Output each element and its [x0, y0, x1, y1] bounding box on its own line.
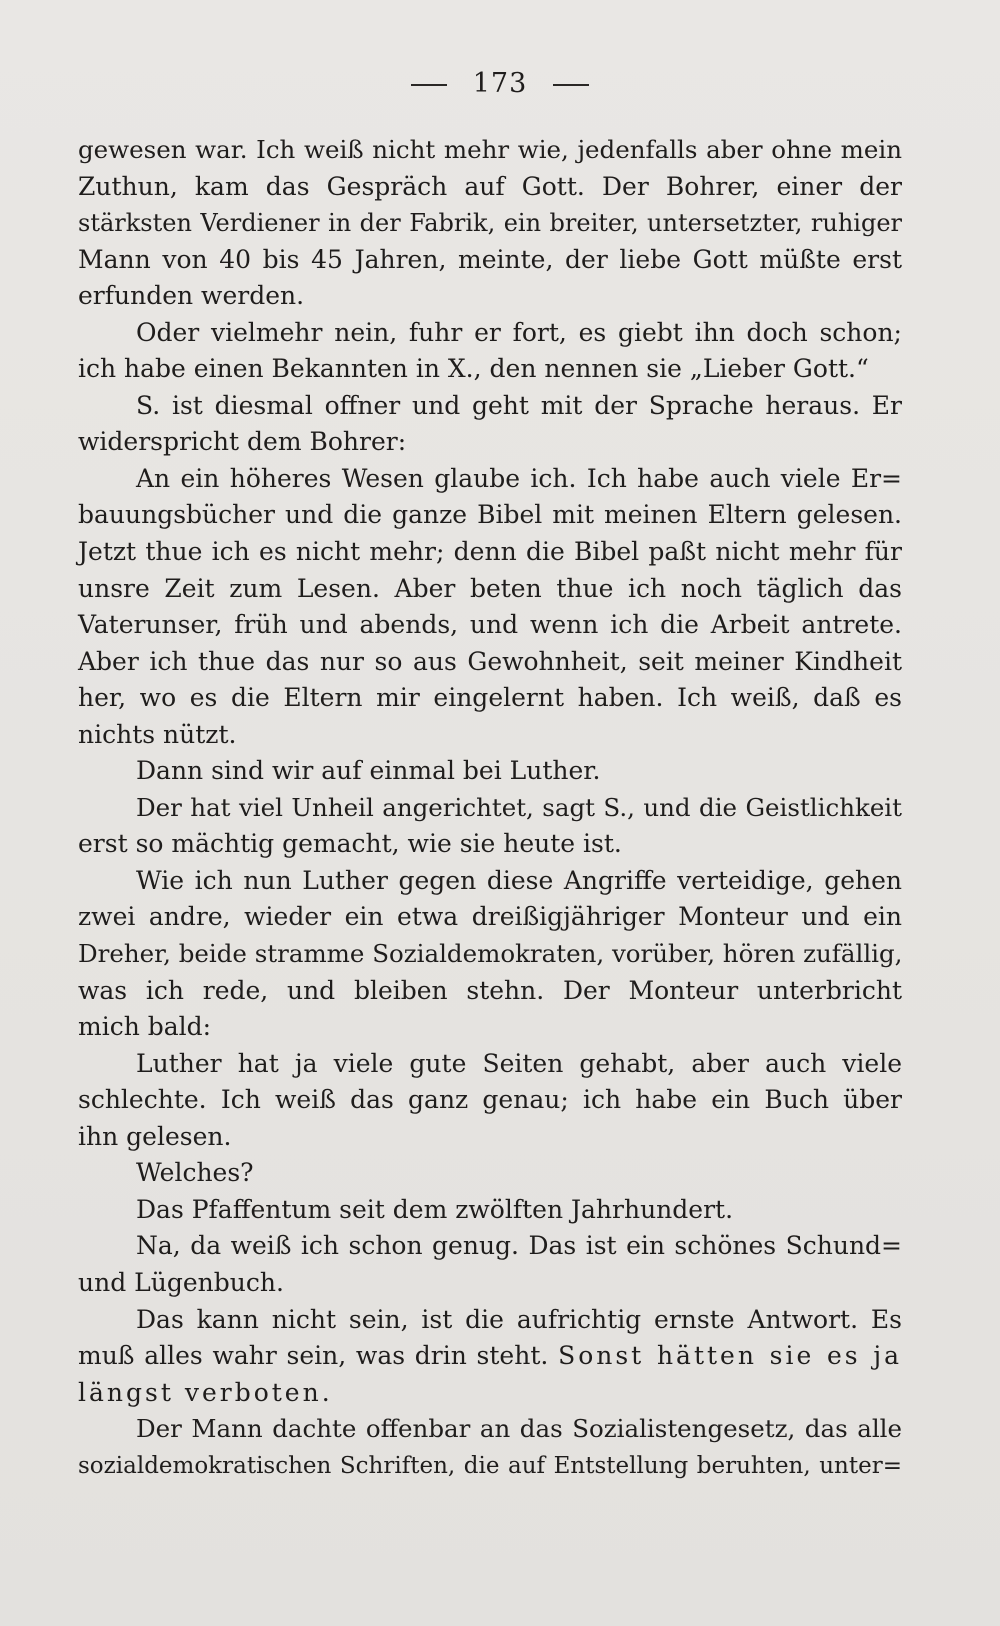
text-line: schlechte. Ich weiß das ganz genau; ich habe ein Buch über — [78, 1085, 902, 1115]
text-line: Dann sind wir auf einmal bei Luther. — [136, 756, 601, 786]
text-line: und Lügenbuch. — [78, 1267, 284, 1297]
text-line: Luther hat ja viele gute Seiten gehabt, aber auch viele — [136, 1048, 902, 1078]
text-line: S. ist diesmal offner und geht mit der Sprache heraus. Er — [136, 390, 902, 420]
text-line: An ein höheres Wesen glaube ich. Ich habe auch viele Er= — [136, 463, 902, 493]
text-line: erst so mächtig gemacht, wie sie heute ist. — [78, 829, 622, 859]
text-line: Der Mann dachte offenbar an das Sozialistengesetz, das alle — [136, 1414, 902, 1444]
text-fragment: muß alles wahr sein, was drin steht. — [78, 1341, 549, 1371]
text-line: Oder vielmehr nein, fuhr er fort, es giebt ihn doch schon; — [136, 317, 902, 347]
emphasized-text: Sonst hätten sie es ja — [558, 1341, 902, 1371]
right-dash — [553, 84, 589, 86]
text-line: mich bald: — [78, 1012, 212, 1042]
text-line: ich habe einen Bekannten in X., den nennen sie „Lieber Gott.“ — [78, 354, 869, 384]
text-line — [78, 1338, 902, 1375]
page-number-header — [0, 68, 1000, 99]
text-line: Das Pfaffentum seit dem zwölften Jahrhundert. — [136, 1194, 734, 1224]
text-line: was ich rede, und bleiben stehn. Der Monteur unterbricht — [78, 975, 902, 1005]
text-line: widerspricht dem Bohrer: — [78, 427, 407, 457]
text-line: nichts nützt. — [78, 719, 237, 749]
text-line: zwei andre, wieder ein etwa dreißigjähriger Monteur und ein — [78, 902, 902, 932]
text-line: sozialdemokratischen Schriften, die auf Entstellung beruhten, unter= — [78, 1452, 902, 1479]
left-dash — [411, 84, 447, 86]
text-line: Na, da weiß ich schon genug. Das ist ein schönes Schund= — [136, 1231, 902, 1261]
text-line: Dreher, beide stramme Sozialdemokraten, vorüber, hören zufällig, — [78, 939, 903, 969]
text-line: erfunden werden. — [78, 281, 305, 311]
text-line: Mann von 40 bis 45 Jahren, meinte, der liebe Gott müßte erst — [78, 244, 902, 274]
text-line: her, wo es die Eltern mir eingelernt haben. Ich weiß, daß es — [78, 683, 902, 713]
text-line: Jetzt thue ich es nicht mehr; denn die Bibel paßt nicht mehr für — [78, 537, 902, 567]
text-line: Der hat viel Unheil angerichtet, sagt S., und die Geistlichkeit — [136, 792, 902, 822]
text-line: gewesen war. Ich weiß nicht mehr wie, jedenfalls aber ohne mein — [78, 135, 902, 164]
text-line: Zuthun, kam das Gespräch auf Gott. Der Bohrer, einer der — [78, 171, 902, 201]
text-line: Wie ich nun Luther gegen diese Angriffe verteidige, gehen — [136, 865, 902, 895]
body-text — [78, 132, 902, 1484]
text-line: Aber ich thue das nur so aus Gewohnheit, seit meiner Kindheit — [78, 646, 902, 676]
text-line: Das kann nicht sein, ist die aufrichtig ernste Antwort. Es — [136, 1304, 902, 1334]
text-line: Welches? — [136, 1158, 254, 1188]
emphasized-text-line: längst verboten. — [78, 1377, 333, 1407]
page-number: 173 — [472, 68, 528, 99]
text-line: Vaterunser, früh und abends, und wenn ich die Arbeit antrete. — [78, 610, 902, 640]
text-line: ihn gelesen. — [78, 1121, 232, 1151]
text-line: bauungsbücher und die ganze Bibel mit meinen Eltern gelesen. — [78, 500, 902, 530]
text-line: stärksten Verdiener in der Fabrik, ein breiter, untersetzter, ruhiger — [78, 209, 902, 238]
text-line: unsre Zeit zum Lesen. Aber beten thue ich noch täglich das — [78, 573, 902, 603]
